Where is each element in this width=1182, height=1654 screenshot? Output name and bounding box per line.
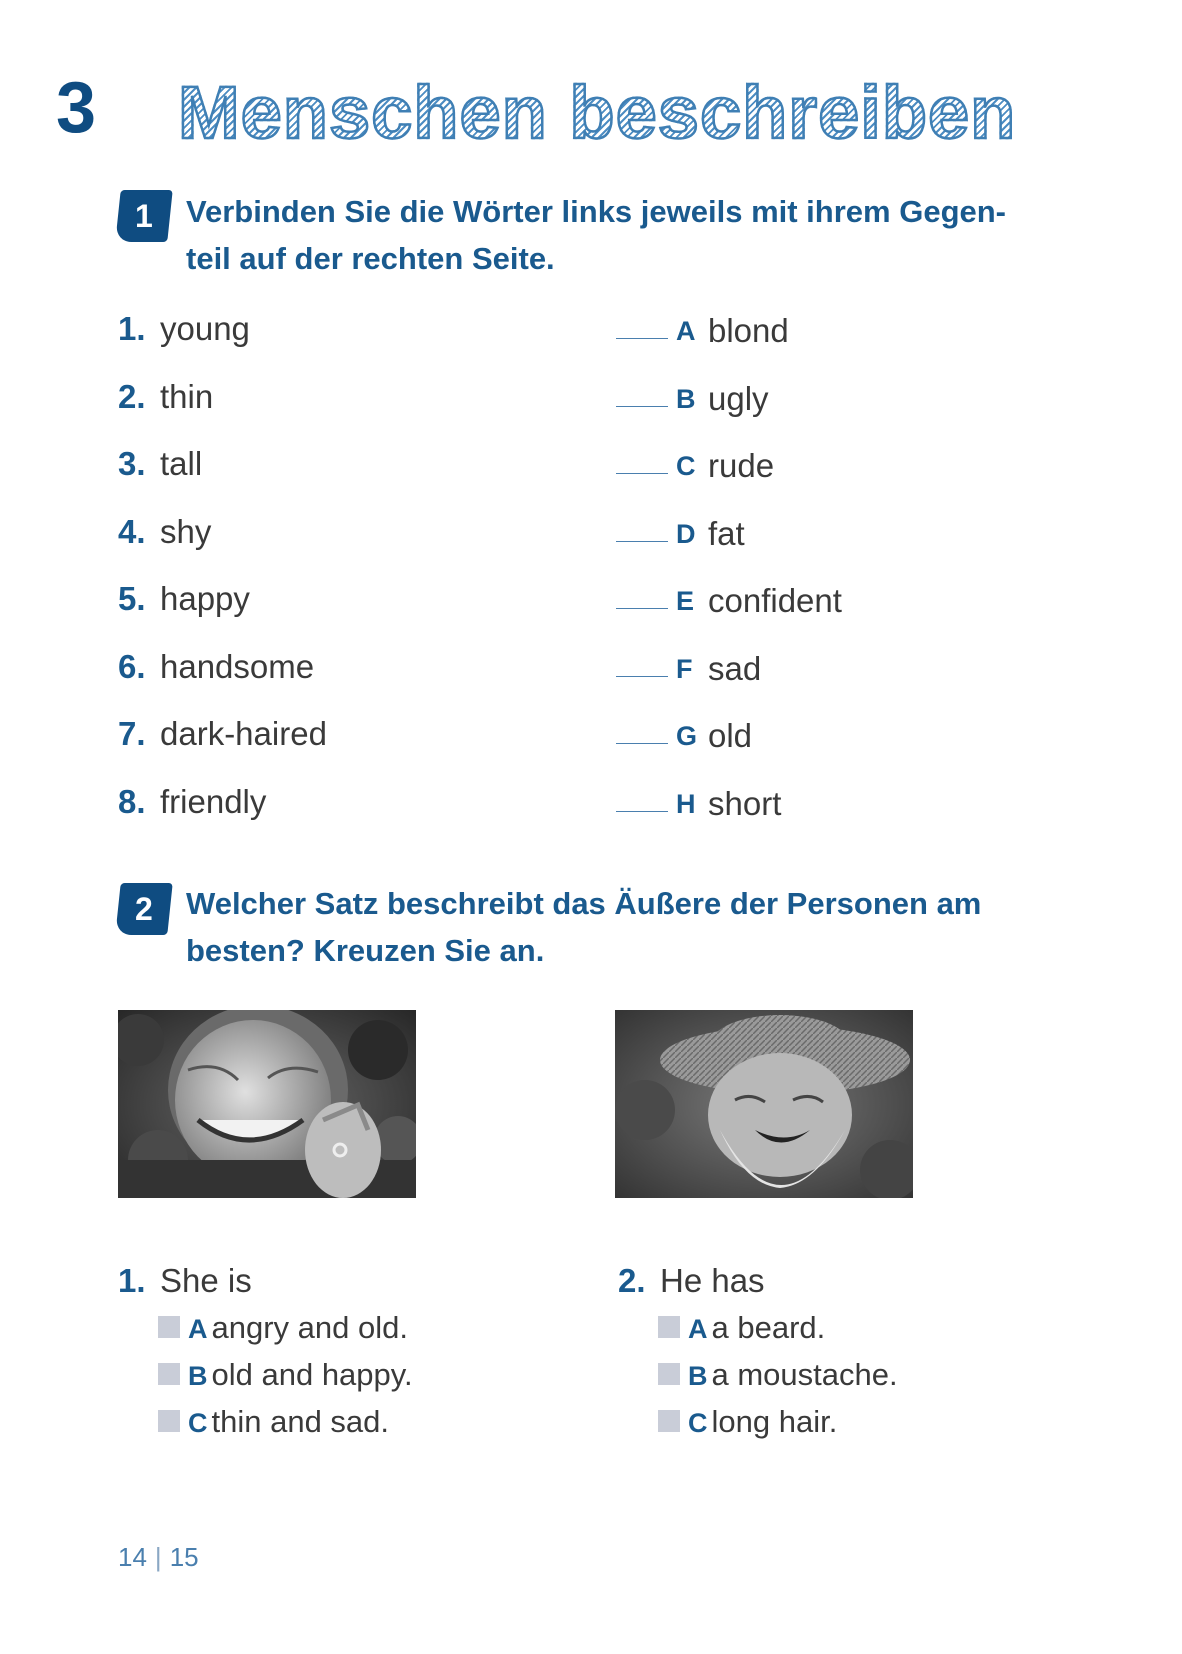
exercise-2-instructions: [186, 880, 1086, 974]
match-right-word: old: [708, 717, 753, 754]
match-left-item: [118, 647, 315, 685]
match-left-item: [118, 717, 327, 750]
match-right-letter: H: [676, 788, 696, 819]
answer-blank[interactable]: [616, 541, 668, 542]
match-left-word: dark-haired: [160, 715, 327, 752]
option-letter: B: [188, 1361, 208, 1391]
page-number-left: 14: [118, 1542, 147, 1572]
match-right-letter: D: [676, 518, 696, 549]
option-letter: B: [688, 1361, 708, 1391]
option-checkbox[interactable]: [158, 1410, 180, 1432]
match-right-letter: E: [676, 586, 695, 616]
option-text: thin and sad.: [211, 1404, 390, 1439]
match-left-word: young: [160, 310, 250, 347]
match-left-number: 1.: [118, 310, 146, 347]
match-left-word: friendly: [160, 782, 267, 820]
match-right-letter: A: [676, 316, 696, 346]
option-checkbox[interactable]: [158, 1363, 180, 1385]
match-left-word: thin: [160, 377, 214, 415]
match-left-item: [118, 582, 250, 615]
answer-blank[interactable]: [616, 743, 668, 744]
option-letter: C: [688, 1408, 708, 1438]
match-left-item: [118, 447, 202, 480]
match-left-number: 6.: [118, 647, 146, 685]
question-text: He has: [660, 1262, 765, 1299]
answer-option: [158, 1404, 389, 1440]
match-right-word: sad: [708, 649, 762, 687]
answer-blank[interactable]: [616, 406, 668, 407]
answer-option: [658, 1357, 898, 1393]
answer-blank[interactable]: [616, 608, 668, 609]
match-right-word: ugly: [708, 379, 769, 417]
match-left-word: happy: [160, 580, 250, 617]
match-left-word: shy: [160, 512, 212, 550]
match-left-word: tall: [160, 445, 203, 482]
option-text: long hair.: [711, 1404, 838, 1439]
match-right-word: confident: [708, 582, 842, 619]
option-letter: A: [188, 1314, 208, 1344]
answer-blank[interactable]: [616, 676, 668, 677]
photo-bearded-man: [615, 1010, 913, 1198]
question-stem: [618, 1262, 765, 1300]
exercise-1-instructions-line1: Verbinden Sie die Wörter links jeweils mit ihrem Gegen-: [186, 194, 1007, 229]
match-right-letter: F: [676, 653, 693, 684]
answer-option: [658, 1310, 825, 1346]
option-checkbox[interactable]: [158, 1316, 180, 1338]
match-right-word: rude: [708, 447, 775, 484]
page-separator: |: [154, 1542, 162, 1572]
exercise-2-badge: 2: [115, 883, 172, 935]
match-left-number: 8.: [118, 782, 146, 820]
answer-option: [158, 1310, 408, 1346]
option-text: a moustache.: [711, 1357, 898, 1392]
match-right-letter: B: [676, 383, 696, 414]
answer-blank[interactable]: [616, 811, 668, 812]
answer-blank[interactable]: [616, 338, 668, 339]
answer-option: [158, 1357, 413, 1393]
match-right-word: blond: [708, 312, 789, 349]
exercise-1-instructions: [186, 188, 1086, 282]
question-text: She is: [160, 1262, 252, 1299]
exercise-2-instructions-line2: besten? Kreuzen Sie an.: [186, 933, 545, 968]
question-stem: [118, 1262, 252, 1300]
match-left-number: 5.: [118, 580, 146, 617]
match-left-item: [118, 377, 214, 415]
match-right-letter: C: [676, 451, 696, 481]
option-letter: C: [188, 1408, 208, 1438]
exercise-1-instructions-line2: teil auf der rechten Seite.: [186, 241, 555, 276]
chapter-number: 3: [56, 68, 97, 148]
match-left-word: handsome: [160, 647, 315, 685]
question-number: 1.: [118, 1262, 146, 1299]
option-checkbox[interactable]: [658, 1363, 680, 1385]
match-left-number: 4.: [118, 512, 146, 550]
chapter-title: Menschen beschreiben: [178, 71, 1017, 154]
match-right-letter: G: [676, 721, 698, 751]
exercise-2-instructions-line1: Welcher Satz beschreibt das Äußere der Personen am: [186, 886, 982, 921]
page-numbers: [118, 1542, 199, 1573]
option-text: a beard.: [711, 1310, 826, 1345]
match-left-item: [118, 512, 212, 550]
match-left-item: [118, 782, 267, 820]
exercise-1-badge: 1: [115, 190, 172, 242]
match-left-number: 2.: [118, 377, 146, 415]
match-left-number: 7.: [118, 715, 146, 752]
match-right-word: fat: [708, 514, 745, 552]
answer-blank[interactable]: [616, 473, 668, 474]
option-text: angry and old.: [211, 1310, 408, 1345]
match-right-word: short: [708, 784, 782, 822]
option-checkbox[interactable]: [658, 1316, 680, 1338]
photo-elderly-woman: [118, 1010, 416, 1198]
match-left-item: [118, 312, 250, 345]
question-number: 2.: [618, 1262, 646, 1299]
option-text: old and happy.: [211, 1357, 413, 1392]
page-number-right: 15: [169, 1542, 199, 1572]
answer-option: [658, 1404, 837, 1440]
option-letter: A: [688, 1314, 708, 1344]
match-left-number: 3.: [118, 445, 146, 482]
option-checkbox[interactable]: [658, 1410, 680, 1432]
